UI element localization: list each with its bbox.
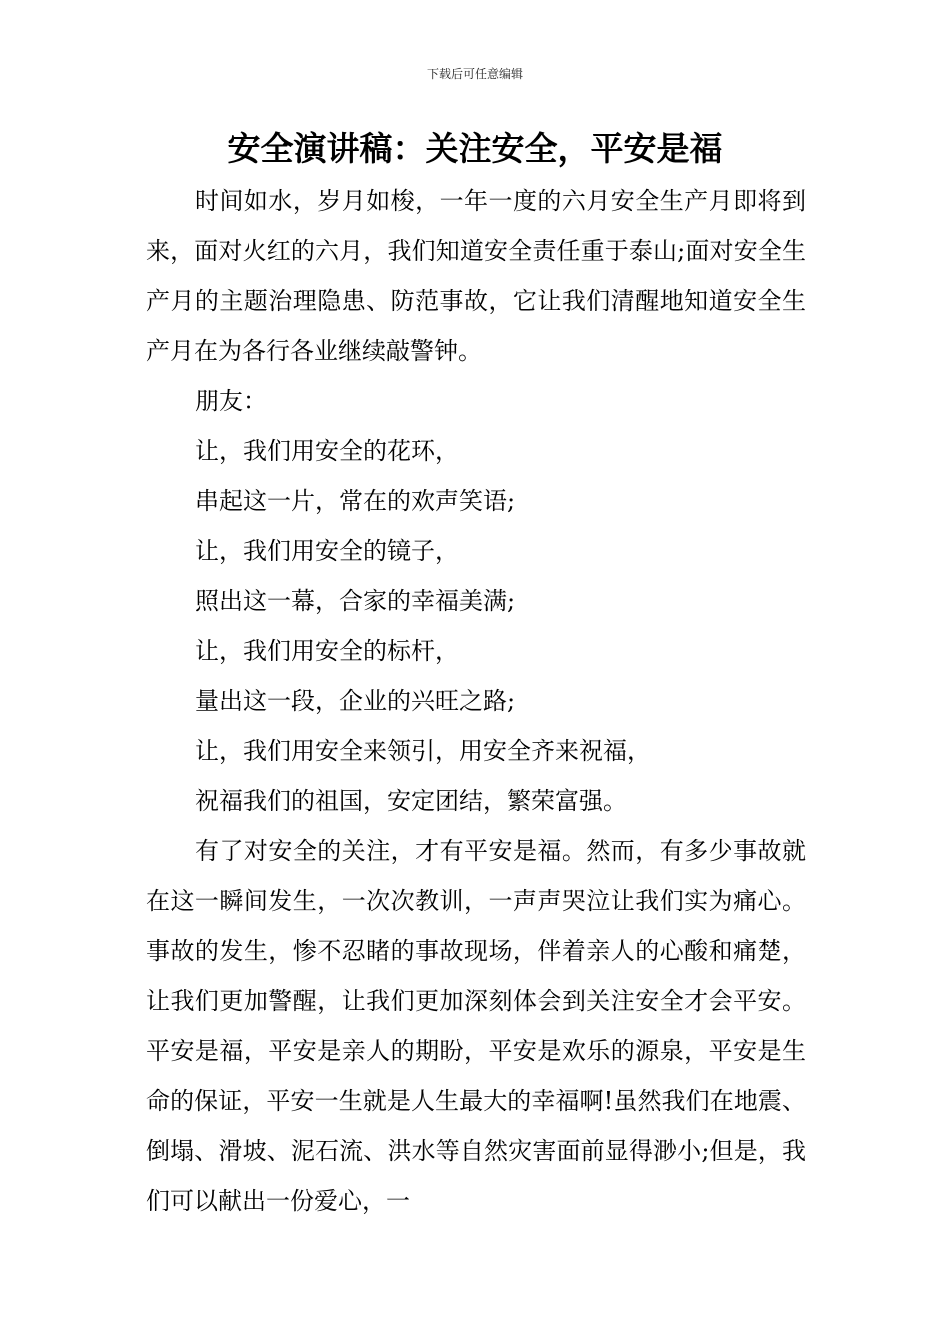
closing-paragraph: 有了对安全的关注，才有平安是福。然而，有多少事故就在这一瞬间发生，一次次教训，一声声哭泣让我们实为痛心。事故的发生，惨不忍睹的事故现场，伴着亲人的心酸和痛楚，让我们更加警醒，让我们更加深刻体会到关注安全才会平安。平安是福，平安是亲人的期盼，平安是欢乐的源泉，平安是生命的保证，平安一生就是人生最大的幸福啊!虽然我们在地震、倒塌、滑坡、泥石流、洪水等自然灾害面前显得渺小;但是，我们可以献出一份爱心，一 — [146, 837, 806, 1215]
document-body — [146, 176, 806, 1226]
poem-line: 量出这一段，企业的兴旺之路; — [195, 687, 516, 715]
intro-paragraph: 时间如水，岁月如梭，一年一度的六月安全生产月即将到来，面对火红的六月，我们知道安全责任重于泰山;面对安全生产月的主题治理隐患、防范事故，它让我们清醒地知道安全生产月在为各行各业继续敲警钟。 — [146, 187, 806, 365]
poem-line: 让，我们用安全的花环， — [195, 437, 459, 465]
document-title: 安全演讲稿：关注安全，平安是福 — [227, 129, 723, 168]
poem-salutation: 朋友： — [195, 387, 267, 415]
poem-line: 让，我们用安全的镜子， — [195, 537, 459, 565]
poem-line: 祝福我们的祖国，安定团结，繁荣富强。 — [195, 787, 627, 815]
header-note: 下载后可任意编辑 — [426, 67, 523, 81]
poem-line: 让，我们用安全来领引，用安全齐来祝福， — [195, 737, 651, 765]
poem-line: 让，我们用安全的标杆， — [195, 637, 459, 665]
poem-line: 串起这一片，常在的欢声笑语; — [195, 487, 516, 515]
poem-line: 照出这一幕，合家的幸福美满; — [195, 587, 516, 615]
